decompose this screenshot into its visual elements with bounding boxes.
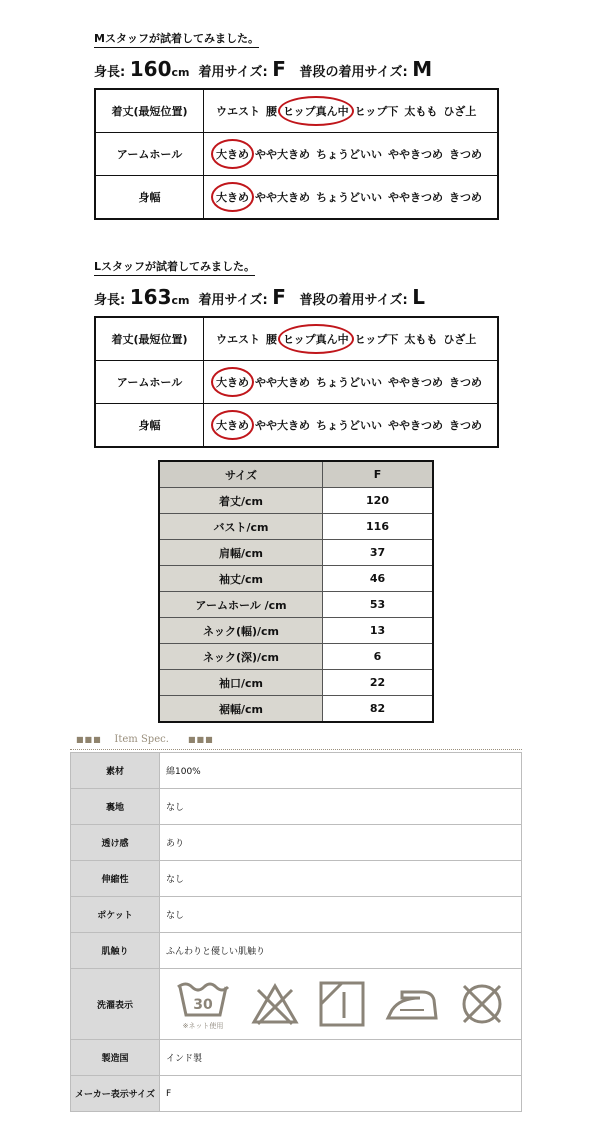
height-label: 身長: — [94, 65, 126, 80]
wash-30-net-icon — [174, 977, 232, 1031]
fit-row-label: アームホール — [95, 361, 204, 404]
measurement-label: 裾幅/cm — [159, 696, 323, 723]
spec-value: ふんわりと優しい肌触り — [160, 933, 522, 969]
fit-option: 腰 — [266, 105, 277, 118]
measurement-row — [159, 514, 433, 540]
fit-option: ややきつめ — [388, 191, 443, 204]
fit-options — [204, 361, 499, 404]
spec-label: メーカー表示サイズ — [71, 1076, 160, 1112]
staff-m-size-line — [94, 57, 432, 81]
fit-option: ちょうどいい — [316, 148, 382, 161]
no-dry-clean-icon — [458, 980, 506, 1028]
fit-option: ややきつめ — [388, 148, 443, 161]
wear-size-value: F — [272, 57, 286, 81]
measurement-label: アームホール /cm — [159, 592, 323, 618]
fit-options — [204, 89, 499, 133]
spec-value: なし — [160, 789, 522, 825]
usual-size-label: 普段の着用サイズ: — [299, 293, 408, 308]
fit-option: きつめ — [449, 419, 482, 432]
fit-option-selected: 大きめ — [216, 148, 249, 161]
measurement-row — [159, 566, 433, 592]
spec-row — [71, 897, 522, 933]
fit-option: きつめ — [449, 191, 482, 204]
fit-option: ウエスト — [216, 105, 260, 118]
fit-option: ヒップ下 — [354, 105, 399, 118]
item-spec-heading — [76, 734, 214, 745]
fit-option: きつめ — [449, 376, 482, 389]
measurement-row — [159, 696, 433, 723]
height-value: 160 — [129, 57, 172, 81]
fit-row — [95, 133, 498, 176]
fit-table-m — [94, 88, 499, 220]
fit-option: やや大きめ — [255, 376, 310, 389]
heading-mark: ■■■ — [187, 735, 214, 744]
height-unit: cm — [171, 294, 190, 307]
spec-label: 製造国 — [71, 1040, 160, 1076]
measurement-label: 袖丈/cm — [159, 566, 323, 592]
spec-label: 素材 — [71, 753, 160, 789]
fit-row-label: 身幅 — [95, 404, 204, 448]
spec-heading-divider — [70, 749, 522, 750]
fit-option: ヒップ下 — [354, 333, 399, 346]
fit-options — [204, 133, 499, 176]
fit-option: ややきつめ — [388, 419, 443, 432]
spec-row — [71, 969, 522, 1040]
fit-options — [204, 317, 499, 361]
spec-row — [71, 789, 522, 825]
fit-option-selected: ヒップ真ん中 — [283, 105, 349, 118]
fit-option: ちょうどいい — [316, 191, 382, 204]
spec-row — [71, 753, 522, 789]
spec-value: インド製 — [160, 1040, 522, 1076]
wear-size-label: 着用サイズ: — [198, 293, 268, 308]
fit-option: ちょうどいい — [316, 419, 382, 432]
fit-option-selected: 大きめ — [216, 376, 249, 389]
heading-mark: ■■■ — [76, 735, 102, 744]
measurement-row — [159, 488, 433, 514]
fit-option: やや大きめ — [255, 419, 310, 432]
spec-label: 洗濯表示 — [71, 969, 160, 1040]
measurement-label: 肩幅/cm — [159, 540, 323, 566]
spec-label: 透け感 — [71, 825, 160, 861]
line-dry-shade-icon — [318, 980, 366, 1028]
measurement-header-row — [159, 461, 433, 488]
fit-option: ウエスト — [216, 333, 260, 346]
fit-row-label: 着丈(最短位置) — [95, 317, 204, 361]
fit-option: 太もも — [404, 333, 438, 346]
fit-option: 腰 — [266, 333, 277, 346]
svg-text:※ネット使用: ※ネット使用 — [182, 1022, 224, 1030]
fit-option: きつめ — [449, 148, 482, 161]
fit-row — [95, 404, 498, 448]
wear-size-value: F — [272, 285, 286, 309]
care-labels — [166, 977, 520, 1031]
fit-row-label: アームホール — [95, 133, 204, 176]
measurement-value: 22 — [323, 670, 434, 696]
measurement-row — [159, 670, 433, 696]
measurement-value: 120 — [323, 488, 434, 514]
height-unit: cm — [171, 66, 190, 79]
fit-option: ややきつめ — [388, 376, 443, 389]
fit-table-l — [94, 316, 499, 448]
fit-option-selected: 大きめ — [216, 191, 249, 204]
spec-label: 伸縮性 — [71, 861, 160, 897]
staff-m-title: Mスタッフが試着してみました。 — [94, 30, 259, 48]
spec-row — [71, 933, 522, 969]
measurement-table — [158, 460, 434, 723]
spec-value: F — [160, 1076, 522, 1112]
spec-value: なし — [160, 897, 522, 933]
height-value: 163 — [129, 285, 172, 309]
measurement-label: ネック(幅)/cm — [159, 618, 323, 644]
spec-row — [71, 861, 522, 897]
measurement-value: 13 — [323, 618, 434, 644]
measurement-value: 46 — [323, 566, 434, 592]
item-spec-table — [70, 752, 522, 1112]
measurement-value: 82 — [323, 696, 434, 723]
measurement-label: 袖口/cm — [159, 670, 323, 696]
measurement-header-cell: サイズ — [159, 461, 323, 488]
staff-l-size-line — [94, 285, 425, 309]
fit-option: やや大きめ — [255, 148, 310, 161]
fit-row-label: 着丈(最短位置) — [95, 89, 204, 133]
usual-size-label: 普段の着用サイズ: — [299, 65, 408, 80]
spec-value: 綿100% — [160, 753, 522, 789]
measurement-label: 着丈/cm — [159, 488, 323, 514]
fit-option-selected: ヒップ真ん中 — [283, 333, 349, 346]
fit-option-selected: 大きめ — [216, 419, 249, 432]
spec-value: あり — [160, 825, 522, 861]
height-label: 身長: — [94, 293, 126, 308]
spec-label: 裏地 — [71, 789, 160, 825]
fit-option: ひざ上 — [443, 333, 477, 346]
spec-label: ポケット — [71, 897, 160, 933]
fit-option: やや大きめ — [255, 191, 310, 204]
svg-text:30: 30 — [193, 997, 213, 1013]
spec-row — [71, 1076, 522, 1112]
heading-text: Item Spec. — [114, 734, 169, 745]
fit-options — [204, 176, 499, 220]
fit-row — [95, 317, 498, 361]
measurement-row — [159, 644, 433, 670]
measurement-value: 53 — [323, 592, 434, 618]
fit-option: ちょうどいい — [316, 376, 382, 389]
measurement-value: 116 — [323, 514, 434, 540]
measurement-row — [159, 592, 433, 618]
measurement-value: 6 — [323, 644, 434, 670]
wear-size-label: 着用サイズ: — [198, 65, 268, 80]
spec-value: なし — [160, 861, 522, 897]
measurement-header-cell: F — [323, 461, 434, 488]
fit-option: 太もも — [404, 105, 438, 118]
no-bleach-icon — [250, 982, 300, 1026]
fit-row — [95, 89, 498, 133]
low-iron-icon — [384, 984, 440, 1024]
spec-value — [160, 969, 522, 1040]
measurement-row — [159, 540, 433, 566]
fit-options — [204, 404, 499, 448]
measurement-row — [159, 618, 433, 644]
measurement-label: バスト/cm — [159, 514, 323, 540]
spec-row — [71, 1040, 522, 1076]
fit-option: ひざ上 — [443, 105, 477, 118]
fit-row — [95, 176, 498, 220]
measurement-label: ネック(深)/cm — [159, 644, 323, 670]
spec-row — [71, 825, 522, 861]
spec-label: 肌触り — [71, 933, 160, 969]
staff-l-title: Lスタッフが試着してみました。 — [94, 258, 255, 276]
measurement-value: 37 — [323, 540, 434, 566]
fit-row — [95, 361, 498, 404]
usual-size-value: L — [412, 285, 425, 309]
usual-size-value: M — [412, 57, 433, 81]
fit-row-label: 身幅 — [95, 176, 204, 220]
